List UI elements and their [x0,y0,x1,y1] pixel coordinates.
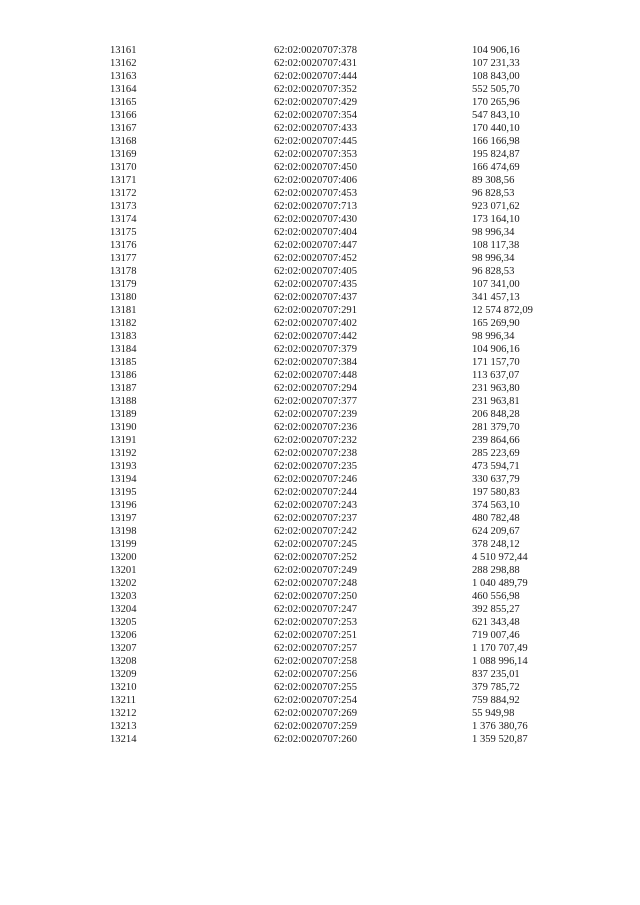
cadastral-number: 62:02:0020707:713 [274,201,357,212]
row-number: 13204 [110,604,137,615]
cadastral-number: 62:02:0020707:248 [274,578,357,589]
row-number: 13193 [110,461,137,472]
cadastral-number: 62:02:0020707:252 [274,552,357,563]
table-row [0,187,640,200]
row-number: 13174 [110,214,137,225]
row-number: 13169 [110,149,137,160]
row-number: 13187 [110,383,137,394]
row-number: 13192 [110,448,137,459]
cadastral-number: 62:02:0020707:236 [274,422,357,433]
cadastral-value: 378 248,12 [472,539,520,550]
cadastral-value: 231 963,81 [472,396,520,407]
table-row [0,343,640,356]
cadastral-value: 104 906,16 [472,45,520,56]
cadastral-number: 62:02:0020707:452 [274,253,357,264]
cadastral-value: 552 505,70 [472,84,520,95]
cadastral-value: 923 071,62 [472,201,520,212]
cadastral-number: 62:02:0020707:433 [274,123,357,134]
table-row [0,707,640,720]
table-row [0,395,640,408]
row-number: 13205 [110,617,137,628]
row-number: 13203 [110,591,137,602]
cadastral-value: 206 848,28 [472,409,520,420]
table-row [0,720,640,733]
cadastral-value: 113 637,07 [472,370,520,381]
cadastral-value: 460 556,98 [472,591,520,602]
table-row [0,83,640,96]
table-row [0,57,640,70]
cadastral-number: 62:02:0020707:352 [274,84,357,95]
row-number: 13200 [110,552,137,563]
table-row [0,304,640,317]
row-number: 13162 [110,58,137,69]
table-row [0,356,640,369]
cadastral-value: 98 996,34 [472,331,515,342]
cadastral-value: 173 164,10 [472,214,520,225]
row-number: 13210 [110,682,137,693]
row-number: 13185 [110,357,137,368]
cadastral-value: 171 157,70 [472,357,520,368]
cadastral-number: 62:02:0020707:294 [274,383,357,394]
table-row [0,499,640,512]
cadastral-value: 104 906,16 [472,344,520,355]
cadastral-number: 62:02:0020707:242 [274,526,357,537]
cadastral-value: 108 117,38 [472,240,520,251]
cadastral-value: 195 824,87 [472,149,520,160]
row-number: 13164 [110,84,137,95]
cadastral-value: 719 007,46 [472,630,520,641]
row-number: 13214 [110,734,137,745]
table-row [0,200,640,213]
cadastral-number: 62:02:0020707:379 [274,344,357,355]
cadastral-number: 62:02:0020707:256 [274,669,357,680]
cadastral-value: 166 474,69 [472,162,520,173]
table-row [0,239,640,252]
table-row [0,538,640,551]
row-number: 13206 [110,630,137,641]
row-number: 13194 [110,474,137,485]
row-number: 13207 [110,643,137,654]
cadastral-value: 98 996,34 [472,253,515,264]
table-row [0,512,640,525]
row-number: 13212 [110,708,137,719]
cadastral-value: 165 269,90 [472,318,520,329]
row-number: 13166 [110,110,137,121]
table-row [0,551,640,564]
cadastral-number: 62:02:0020707:253 [274,617,357,628]
cadastral-value: 89 308,56 [472,175,515,186]
cadastral-value: 392 855,27 [472,604,520,615]
row-number: 13198 [110,526,137,537]
row-number: 13181 [110,305,137,316]
row-number: 13172 [110,188,137,199]
cadastral-value: 547 843,10 [472,110,520,121]
table-row [0,265,640,278]
table-row [0,616,640,629]
row-number: 13167 [110,123,137,134]
cadastral-number: 62:02:0020707:249 [274,565,357,576]
table-row [0,291,640,304]
cadastral-value: 107 341,00 [472,279,520,290]
cadastral-number: 62:02:0020707:258 [274,656,357,667]
cadastral-value: 231 963,80 [472,383,520,394]
cadastral-number: 62:02:0020707:435 [274,279,357,290]
cadastral-number: 62:02:0020707:445 [274,136,357,147]
table-row [0,408,640,421]
cadastral-number: 62:02:0020707:259 [274,721,357,732]
cadastral-number: 62:02:0020707:246 [274,474,357,485]
table-row [0,252,640,265]
cadastral-number: 62:02:0020707:238 [274,448,357,459]
table-row [0,577,640,590]
cadastral-value: 239 864,66 [472,435,520,446]
row-number: 13202 [110,578,137,589]
cadastral-number: 62:02:0020707:377 [274,396,357,407]
cadastral-value: 837 235,01 [472,669,520,680]
table-row [0,447,640,460]
table-row [0,473,640,486]
cadastral-number: 62:02:0020707:406 [274,175,357,186]
cadastral-number: 62:02:0020707:254 [274,695,357,706]
table-row [0,135,640,148]
cadastral-value: 1 170 707,49 [472,643,528,654]
row-number: 13175 [110,227,137,238]
cadastral-value: 197 580,83 [472,487,520,498]
table-row [0,44,640,57]
cadastral-value: 281 379,70 [472,422,520,433]
cadastral-number: 62:02:0020707:405 [274,266,357,277]
table-row [0,382,640,395]
cadastral-number: 62:02:0020707:257 [274,643,357,654]
cadastral-value: 473 594,71 [472,461,520,472]
cadastral-number: 62:02:0020707:235 [274,461,357,472]
table-row [0,213,640,226]
row-number: 13171 [110,175,137,186]
table-row [0,655,640,668]
table-row [0,226,640,239]
row-number: 13161 [110,45,137,56]
cadastral-value: 1 040 489,79 [472,578,528,589]
table-row [0,109,640,122]
row-number: 13211 [110,695,137,706]
cadastral-value: 285 223,69 [472,448,520,459]
table-row [0,460,640,473]
row-number: 13163 [110,71,137,82]
cadastral-value: 379 785,72 [472,682,520,693]
table-row [0,668,640,681]
row-number: 13178 [110,266,137,277]
cadastral-number: 62:02:0020707:384 [274,357,357,368]
table-row [0,161,640,174]
cadastral-value: 96 828,53 [472,188,515,199]
cadastral-number: 62:02:0020707:244 [274,487,357,498]
cadastral-number: 62:02:0020707:239 [274,409,357,420]
row-number: 13182 [110,318,137,329]
cadastral-number: 62:02:0020707:251 [274,630,357,641]
cadastral-number: 62:02:0020707:291 [274,305,357,316]
cadastral-value: 12 574 872,09 [472,305,533,316]
cadastral-number: 62:02:0020707:447 [274,240,357,251]
cadastral-number: 62:02:0020707:245 [274,539,357,550]
table-row [0,148,640,161]
row-number: 13189 [110,409,137,420]
table-row [0,590,640,603]
cadastral-number: 62:02:0020707:378 [274,45,357,56]
row-number: 13176 [110,240,137,251]
cadastral-number: 62:02:0020707:444 [274,71,357,82]
cadastral-number: 62:02:0020707:402 [274,318,357,329]
cadastral-number: 62:02:0020707:247 [274,604,357,615]
cadastral-number: 62:02:0020707:437 [274,292,357,303]
row-number: 13165 [110,97,137,108]
cadastral-value: 108 843,00 [472,71,520,82]
cadastral-number: 62:02:0020707:448 [274,370,357,381]
cadastral-value: 98 996,34 [472,227,515,238]
table-row [0,317,640,330]
row-number: 13208 [110,656,137,667]
cadastral-number: 62:02:0020707:353 [274,149,357,160]
row-number: 13209 [110,669,137,680]
cadastral-value: 1 088 996,14 [472,656,528,667]
table-row [0,603,640,616]
table-row [0,330,640,343]
row-number: 13199 [110,539,137,550]
table-row [0,70,640,83]
cadastral-value: 288 298,88 [472,565,520,576]
row-number: 13183 [110,331,137,342]
row-number: 13195 [110,487,137,498]
cadastral-number: 62:02:0020707:442 [274,331,357,342]
cadastral-value: 107 231,33 [472,58,520,69]
row-number: 13179 [110,279,137,290]
row-number: 13168 [110,136,137,147]
table-row [0,642,640,655]
table-row [0,486,640,499]
row-number: 13196 [110,500,137,511]
row-number: 13191 [110,435,137,446]
table-row [0,564,640,577]
row-number: 13201 [110,565,137,576]
table-row [0,733,640,746]
row-number: 13213 [110,721,137,732]
cadastral-number: 62:02:0020707:260 [274,734,357,745]
cadastral-number: 62:02:0020707:450 [274,162,357,173]
cadastral-number: 62:02:0020707:243 [274,500,357,511]
table-row [0,629,640,642]
cadastral-value: 96 828,53 [472,266,515,277]
cadastral-number: 62:02:0020707:269 [274,708,357,719]
cadastral-value: 170 265,96 [472,97,520,108]
cadastral-value: 374 563,10 [472,500,520,511]
cadastral-number: 62:02:0020707:404 [274,227,357,238]
cadastral-value: 330 637,79 [472,474,520,485]
cadastral-number: 62:02:0020707:237 [274,513,357,524]
row-number: 13180 [110,292,137,303]
row-number: 13188 [110,396,137,407]
row-number: 13173 [110,201,137,212]
row-number: 13197 [110,513,137,524]
cadastral-value: 759 884,92 [472,695,520,706]
row-number: 13177 [110,253,137,264]
cadastral-value: 4 510 972,44 [472,552,528,563]
table-row [0,96,640,109]
cadastral-number: 62:02:0020707:429 [274,97,357,108]
row-number: 13170 [110,162,137,173]
table-row [0,525,640,538]
table-row [0,369,640,382]
table-row [0,681,640,694]
row-number: 13186 [110,370,137,381]
cadastral-number: 62:02:0020707:354 [274,110,357,121]
table-row [0,434,640,447]
table-row [0,174,640,187]
cadastral-value: 166 166,98 [472,136,520,147]
table-row [0,278,640,291]
cadastral-value: 341 457,13 [472,292,520,303]
table-row [0,122,640,135]
cadastral-value: 624 209,67 [472,526,520,537]
cadastral-value: 55 949,98 [472,708,515,719]
cadastral-value: 621 343,48 [472,617,520,628]
cadastral-number: 62:02:0020707:255 [274,682,357,693]
row-number: 13184 [110,344,137,355]
cadastral-number: 62:02:0020707:232 [274,435,357,446]
cadastral-number: 62:02:0020707:250 [274,591,357,602]
row-number: 13190 [110,422,137,433]
table-row [0,421,640,434]
cadastral-value: 1 359 520,87 [472,734,528,745]
cadastral-value: 170 440,10 [472,123,520,134]
cadastral-value: 1 376 380,76 [472,721,528,732]
cadastral-value-table [0,44,640,746]
cadastral-number: 62:02:0020707:430 [274,214,357,225]
cadastral-number: 62:02:0020707:431 [274,58,357,69]
cadastral-value: 480 782,48 [472,513,520,524]
cadastral-number: 62:02:0020707:453 [274,188,357,199]
table-row [0,694,640,707]
